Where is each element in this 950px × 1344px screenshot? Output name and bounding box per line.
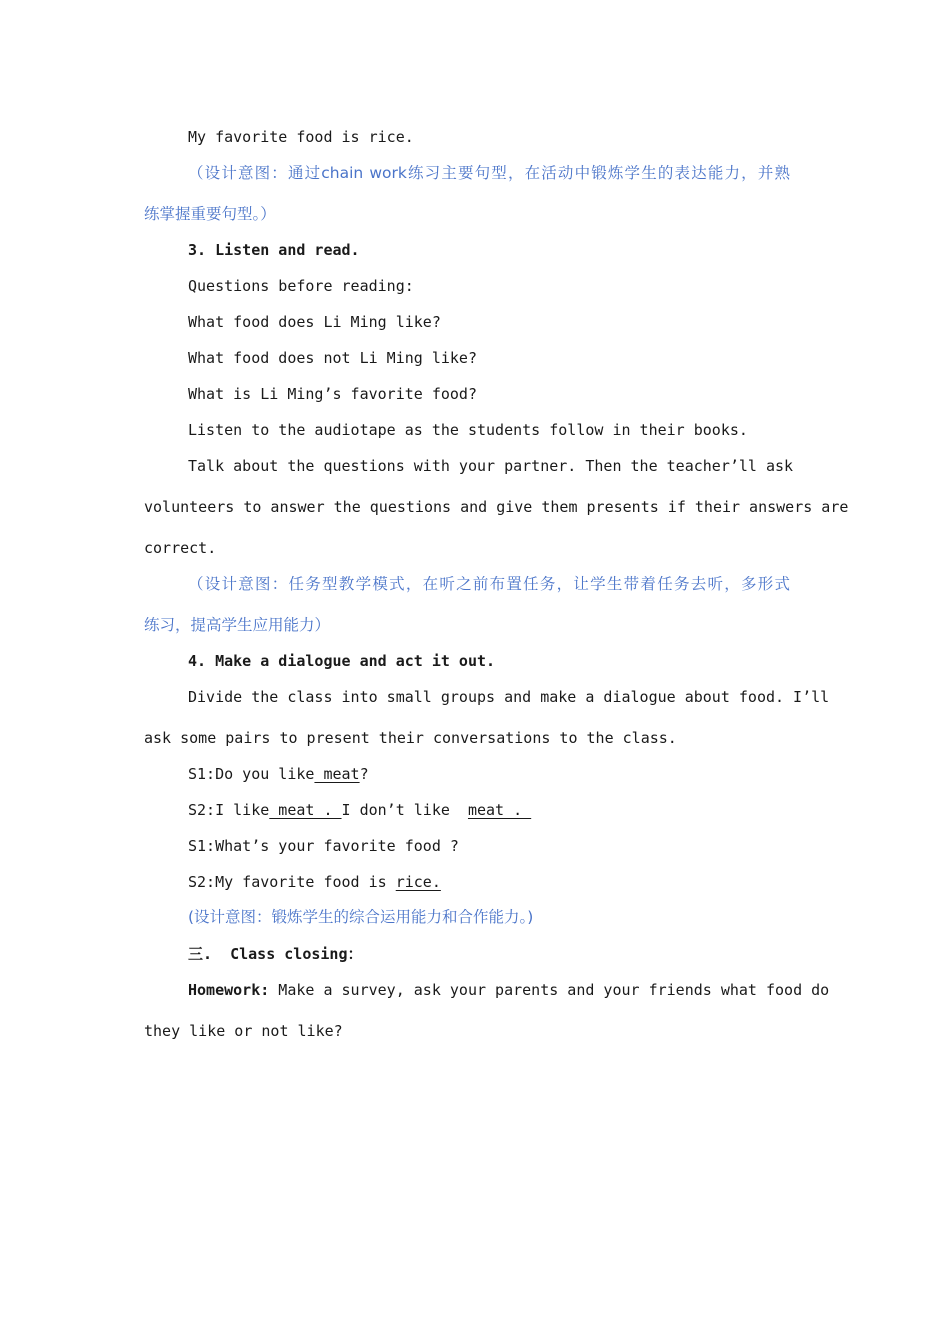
homework-label: Homework: xyxy=(188,981,270,999)
design-note: (设计意图：锻炼学生的综合运用能力和合作能力。) xyxy=(188,908,534,926)
design-note: （设计意图：任务型教学模式，在听之前布置任务，让学生带着任务去听，多形式 xyxy=(188,575,790,593)
text-line: Questions before reading: xyxy=(188,277,414,295)
homework-text: Make a survey, ask your parents and your friends what food do xyxy=(269,981,830,999)
dialogue-blank: meat xyxy=(314,765,360,783)
question-line: What food does not Li Ming like? xyxy=(188,349,477,367)
section-heading-listen-and-read: 3. Listen and read. xyxy=(188,241,360,259)
paragraph-line: Divide the class into small groups and make a dialogue about food. I’ll xyxy=(188,688,830,706)
dialogue-blank: rice. xyxy=(395,873,441,891)
dialogue-text: S2:I like xyxy=(188,801,270,819)
section-heading-make-dialogue: 4. Make a dialogue and act it out. xyxy=(188,652,496,670)
dialogue-text: S2:My favorite food is xyxy=(188,873,396,891)
homework-line xyxy=(188,980,829,1000)
dialogue-text: ? xyxy=(359,765,369,783)
design-note: （设计意图：通过chain work练习主要句型，在活动中锻炼学生的表达能力，并熟 xyxy=(188,164,790,182)
paragraph-line: volunteers to answer the questions and give them presents if their answers are xyxy=(144,498,849,516)
dialogue-blank: meat . xyxy=(467,801,532,819)
dialogue-text: I don’t like xyxy=(341,801,468,819)
dialogue-line-s2 xyxy=(188,872,441,892)
dialogue-line-s1: S1:What’s your favorite food ? xyxy=(188,837,459,855)
paragraph-line: correct. xyxy=(144,539,217,557)
design-note-continued: 练习，提高学生应用能力） xyxy=(144,616,331,634)
design-note-continued: 练掌握重要句型。） xyxy=(144,205,276,223)
text-line: My favorite food is rice. xyxy=(188,128,414,146)
paragraph-line: ask some pairs to present their conversations to the class. xyxy=(144,729,677,747)
dialogue-text: S1:Do you like xyxy=(188,765,315,783)
text-line: Listen to the audiotape as the students follow in their books. xyxy=(188,421,748,439)
homework-line-continued: they like or not like? xyxy=(144,1022,343,1040)
dialogue-blank: meat . xyxy=(269,801,342,819)
section-heading-class-closing: 三. Class closing： xyxy=(188,945,363,963)
dialogue-line-s2 xyxy=(188,800,531,820)
question-line: What is Li Ming’s favorite food? xyxy=(188,385,477,403)
paragraph-line: Talk about the questions with your partner. Then the teacher’ll ask xyxy=(188,457,794,475)
question-line: What food does Li Ming like? xyxy=(188,313,441,331)
dialogue-line-s1 xyxy=(188,764,369,784)
